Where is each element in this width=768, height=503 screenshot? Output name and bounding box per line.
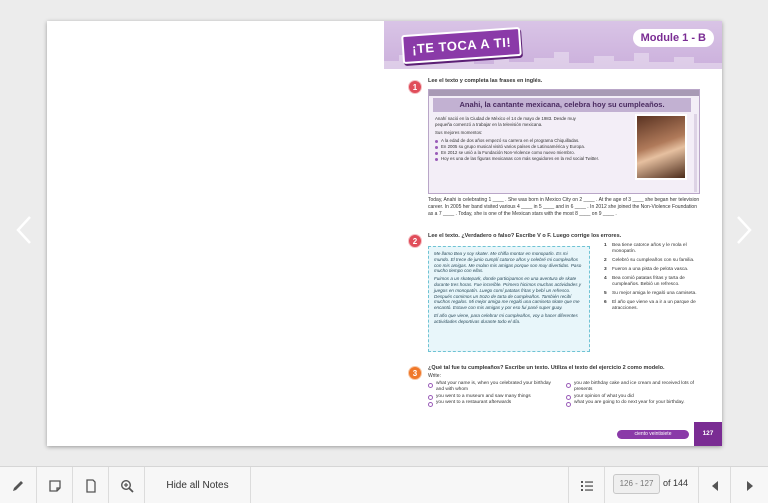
browser-bar [429, 90, 699, 96]
pen-tool-button[interactable] [0, 467, 37, 503]
article-bullets [435, 138, 631, 162]
write-list-left [428, 381, 560, 407]
list-item: En 2012 se unió a la Fundación Non-Violence como nuevo miembro. [435, 150, 631, 156]
page-view-button[interactable] [73, 467, 109, 503]
list-item: you went to a museum and saw many things [428, 394, 560, 400]
note-icon [48, 479, 62, 493]
next-page-arrow[interactable] [734, 215, 754, 247]
note-tool-button[interactable] [37, 467, 73, 503]
page-range-input[interactable]: 126 - 127 [613, 474, 660, 494]
statement-text: Fueron a una pista de pelota vasca. [612, 267, 689, 272]
exercise-1-instruction: Lee el texto y completa las frases en inglés. [428, 78, 543, 84]
statement-row [604, 258, 704, 264]
hide-notes-button[interactable]: Hide all Notes [145, 467, 251, 503]
statement-row [604, 267, 704, 273]
statement-number: 3 [604, 267, 607, 272]
list-item: your opinion of what you did [566, 394, 706, 400]
statement-text: Su mejor amiga le regaló una camiseta. [612, 291, 697, 296]
module-label: Module 1 - B [633, 29, 714, 47]
exercise-3-icon: 3 [406, 365, 426, 385]
triangle-left-icon [708, 479, 722, 493]
page-number-words: ciento veintisiete [617, 430, 689, 439]
statement-row [604, 243, 704, 255]
statement-row [604, 300, 704, 312]
list-item: A la edad de dos años empezó su carrera en el programa Chiquilladas. [435, 138, 631, 144]
exercise-2-icon: 2 [406, 233, 426, 253]
statement-text: Bea tiene catorce años y le mola el monopatín. [612, 243, 687, 254]
list-item: what your name is, when you celebrated your birthday and with whom [428, 381, 560, 394]
page-banner [384, 21, 722, 69]
previous-page-button[interactable] [698, 467, 731, 503]
statement-row [604, 276, 704, 288]
article-box [428, 89, 700, 194]
statement-number: 2 [604, 258, 607, 263]
article-subheading: Sus mejores momentos: [435, 130, 483, 135]
list-item: you ate birthday cake and ice cream and received lots of presents [566, 381, 706, 394]
statement-number: 4 [604, 276, 607, 281]
page-number: 127 [694, 422, 722, 446]
exercise-1-gapfill: Today, Anahi is celebrating 1 ____ . She was born in Mexico City on 2 ____ . At the age of 3 ____ she began her television career. In 2005 her band visited various 4 ____ in 5 ____ and in 6 ____ . In 2012 she joined the Non-Violence Foundation as a 7 ____ . Today, she is one of the Mexican stars with the most 8 ____ on 9 ____ . [428, 197, 700, 217]
statement-text: Bea comió patatas fritas y tarta de cumpleaños. Bebió un refresco. [612, 276, 685, 287]
pencil-icon [11, 479, 25, 493]
statement-number: 6 [604, 300, 607, 305]
story-paragraph-1: Me llamo Bea y soy skater. Me chifla montar en monopatín. Es mi mundo. El trece de junio cumplí catorce años y celebré mi cumpleaños con mis amigas. Me molan mis amigas porque son muy divertidas. Paso mucho tiempo con ellas. [434, 251, 582, 274]
chevron-right-icon [735, 215, 753, 245]
book-spread [47, 21, 722, 446]
next-page-button[interactable] [731, 467, 768, 503]
previous-page-arrow[interactable] [14, 215, 34, 247]
exercise-2-instruction: Lee el texto. ¿Verdadero o falso? Escribe V o F. Luego corrige los errores. [428, 233, 622, 239]
true-false-statements [604, 243, 704, 315]
statement-number: 5 [604, 291, 607, 296]
list-icon [580, 479, 594, 493]
exercise-1-icon: 1 [406, 79, 426, 99]
statement-row [604, 291, 704, 297]
article-intro-line-1: Anahí nació en la Ciudad de México el 14 de mayo de 1983. Desde muy [435, 116, 576, 121]
statement-number: 1 [604, 243, 607, 248]
write-label: Write: [428, 373, 441, 379]
zoom-button[interactable] [109, 467, 145, 503]
list-item: what you are going to do next year for your birthday. [566, 400, 706, 406]
story-box [428, 246, 590, 352]
list-item: Hoy es una de las figuras mexicanas con más seguidores en la red social Twitter. [435, 156, 631, 162]
banner-title: ¡TE TOCA A TI! [401, 27, 522, 64]
page-left-blank[interactable] [47, 21, 384, 446]
article-title: Anahi, la cantante mexicana, celebra hoy su cumpleaños. [433, 98, 691, 112]
list-item: you went to a restaurant afterwards [428, 400, 560, 406]
page-total: of 144 [663, 478, 689, 488]
article-scrollbar [694, 114, 697, 192]
statement-text: El año que viene va a ir a un parque de atracciones. [612, 300, 696, 311]
article-intro-line-2: pequeña comenzó a trabajar en la televisión mexicana. [435, 122, 543, 127]
article-body [435, 116, 631, 162]
triangle-right-icon [743, 479, 757, 493]
table-of-contents-button[interactable] [568, 467, 605, 503]
write-list-right [566, 381, 706, 407]
story-paragraph-3: El año que viene, para celebrar mi cumpleaños, voy a hacer diferentes actividades deportivas durante todo el día. [434, 312, 578, 324]
page-icon [84, 479, 98, 493]
zoom-in-icon [120, 479, 134, 493]
chevron-left-icon [15, 215, 33, 245]
singer-photo [635, 114, 687, 180]
statement-text: Celebró su cumpleaños con su familia. [612, 258, 695, 263]
list-item: En 2005 su grupo musical visitó varios países de Latinoamérica y Europa. [435, 144, 631, 150]
page-right[interactable] [384, 21, 722, 446]
story-paragraph-2: Fuimos a un skatepark, donde participamos en una aventura de skate durante tres horas. Fue increíble. Primero hicimos muchas actividades y juegos en monopatín. Luego comí patatas fritas y bebí un refresco. Después comimos un trozo de tarta de cumpleaños. También recibí muchos regalos. Mi mejor amiga me regaló una camiseta skate que me encantó. Estuve con mis amigas y por eso fui pasé super guay. [434, 276, 582, 311]
exercise-3-instruction: ¿Qué tal fue tu cumpleaños? Escribe un texto. Utiliza el texto del ejercicio 2 como modelo. [428, 365, 665, 371]
